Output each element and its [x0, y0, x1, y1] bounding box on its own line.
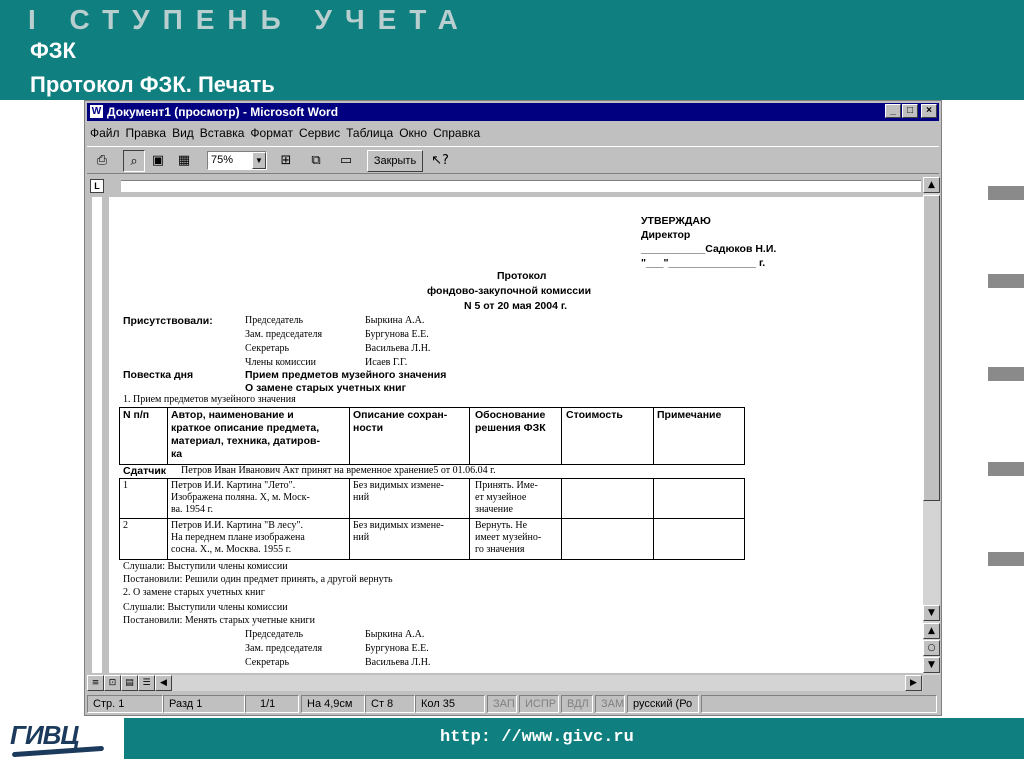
- table-header: ка: [171, 448, 183, 460]
- word-app-icon: W: [91, 106, 102, 117]
- member-name: Бургунова Е.Е.: [365, 329, 429, 340]
- doc-title: фондово-закупочной комиссии: [427, 285, 592, 297]
- status-page: Стр. 1: [87, 695, 163, 713]
- doc-title: Протокол: [497, 270, 547, 282]
- role: Секретарь: [245, 657, 290, 668]
- row-reason: Вернуть. Не: [475, 520, 528, 531]
- slide-heading: Протокол ФЗК. Печать: [30, 72, 275, 97]
- select-browse-object-icon[interactable]: ○: [923, 640, 940, 656]
- menu-format[interactable]: Формат: [250, 126, 294, 140]
- menu-edit[interactable]: Правка: [125, 126, 167, 140]
- member-name: Васильева Л.Н.: [365, 343, 431, 354]
- decor-bar: [988, 274, 1024, 288]
- slide-title: I СТУПЕНЬ УЧЕТА: [28, 4, 471, 35]
- status-empty: [701, 695, 937, 713]
- table-divider: [653, 478, 654, 560]
- ruler-strip: [121, 180, 921, 192]
- menu-window[interactable]: Окно: [399, 126, 428, 140]
- scroll-right-icon[interactable]: ▶: [905, 675, 922, 691]
- vertical-ruler[interactable]: [87, 197, 107, 673]
- status-line: Ст 8: [365, 695, 415, 713]
- table-divider: [561, 478, 562, 560]
- full-screen-icon[interactable]: ▭: [339, 153, 353, 168]
- multiple-pages-icon[interactable]: ▦: [177, 153, 191, 168]
- role: Зам. председателя: [245, 643, 323, 654]
- table-header: решения ФЗК: [475, 422, 546, 434]
- minimize-button[interactable]: _: [885, 104, 901, 118]
- context-help-icon[interactable]: ↖?: [431, 153, 449, 168]
- horizontal-ruler[interactable]: [87, 177, 923, 195]
- member-name: Бургунова Е.Е.: [365, 643, 429, 654]
- ruler-strip: [92, 197, 102, 673]
- normal-view-icon[interactable]: ≡: [87, 675, 104, 691]
- table-divider: [469, 478, 470, 560]
- section-heading: 1. Прием предметов музейного значения: [123, 394, 296, 405]
- role: Зам. председателя: [245, 329, 323, 340]
- agenda-label: Повестка дня: [123, 369, 194, 381]
- menu-tools[interactable]: Сервис: [299, 126, 341, 140]
- minutes-line: 2. О замене старых учетных книг: [123, 587, 265, 598]
- menu-table[interactable]: Таблица: [346, 126, 394, 140]
- row-state: Без видимых измене-: [353, 520, 444, 531]
- minutes-line: Слушали: Выступили члены комиссии: [123, 602, 288, 613]
- row-number: 2: [123, 520, 128, 531]
- scroll-down-icon[interactable]: ▼: [923, 605, 940, 621]
- sender-label: Сдатчик: [123, 465, 167, 477]
- present-label: Присутствовали:: [123, 315, 213, 327]
- decor-bar: [988, 462, 1024, 476]
- role: Члены комиссии: [245, 357, 316, 368]
- table-divider: [349, 407, 350, 465]
- minutes-line: Постановили: Менять старых учетные книги: [123, 615, 315, 626]
- table-header: Стоимость: [566, 409, 623, 421]
- member-name: Васильева Л.Н.: [365, 657, 431, 668]
- member-name: Быркина А.А.: [365, 315, 425, 326]
- preview-toolbar: [87, 146, 939, 174]
- row-reason: го значения: [475, 544, 525, 555]
- row-number: 1: [123, 480, 128, 491]
- print-layout-icon[interactable]: ▤: [121, 675, 138, 691]
- minutes-line: Слушали: Выступили члены комиссии: [123, 561, 288, 572]
- status-rec[interactable]: ЗАП: [487, 695, 517, 713]
- scroll-left-icon[interactable]: ◀: [155, 675, 172, 691]
- approve-line: "___"_______________ г.: [641, 257, 766, 269]
- table-header: Автор, наименование и: [171, 409, 294, 421]
- title-bar[interactable]: [87, 103, 939, 121]
- row-desc: Петров И.И. Картина "В лесу".: [171, 520, 303, 531]
- scroll-up-icon[interactable]: ▲: [923, 177, 940, 193]
- tab-stop-icon[interactable]: L: [90, 179, 104, 193]
- menu-help[interactable]: Справка: [433, 126, 481, 140]
- table-divider: [561, 407, 562, 465]
- table-divider: [167, 478, 168, 560]
- role: Председатель: [245, 315, 304, 326]
- slide-footer: [124, 718, 1024, 759]
- status-column: Кол 35: [415, 695, 485, 713]
- minutes-line: Постановили: Решили один предмет принять, а другой вернуть: [123, 574, 393, 585]
- row-desc: Петров И.И. Картина "Лето".: [171, 480, 296, 491]
- slide-header: [0, 0, 1024, 100]
- approve-line: Директор: [641, 229, 691, 241]
- maximize-button[interactable]: □: [902, 104, 918, 118]
- table-header: материал, техника, датиров-: [171, 435, 320, 447]
- agenda-item: О замене старых учетных книг: [245, 382, 406, 394]
- table-header: ности: [353, 422, 384, 434]
- doc-title: N 5 от 20 мая 2004 г.: [464, 300, 568, 312]
- print-icon[interactable]: ⎙: [96, 153, 108, 168]
- next-page-icon[interactable]: ▼: [923, 657, 940, 673]
- table-divider: [469, 407, 470, 465]
- status-language: русский (Ро: [627, 695, 699, 713]
- magnifier-icon[interactable]: ⌕: [123, 150, 145, 172]
- slide-subtitle: ФЗК: [30, 38, 76, 63]
- status-pages: 1/1: [245, 695, 299, 713]
- member-name: Исаев Г.Г.: [365, 357, 408, 368]
- chevron-down-icon[interactable]: ▼: [252, 152, 266, 169]
- table-divider: [349, 478, 350, 560]
- view-ruler-icon[interactable]: ⊞: [280, 153, 292, 168]
- decor-bar: [988, 552, 1024, 566]
- table-divider: [167, 407, 168, 465]
- decor-bar: [988, 367, 1024, 381]
- word-window: [84, 100, 942, 716]
- status-section: Разд 1: [163, 695, 245, 713]
- member-name: Быркина А.А.: [365, 629, 425, 640]
- outline-view-icon[interactable]: ☰: [138, 675, 155, 691]
- horizontal-scrollbar[interactable]: [87, 675, 923, 691]
- status-position: На 4,9см: [301, 695, 365, 713]
- web-layout-icon[interactable]: ⊡: [104, 675, 121, 691]
- one-page-icon[interactable]: ▣: [151, 153, 165, 168]
- table-divider: [119, 518, 745, 519]
- document-page[interactable]: [109, 197, 923, 673]
- vertical-scrollbar[interactable]: [923, 177, 940, 675]
- agenda-item: Прием предметов музейного значения: [245, 369, 447, 381]
- row-state: Без видимых измене-: [353, 480, 444, 491]
- row-state: ний: [353, 492, 370, 503]
- footer-url[interactable]: http: //www.givc.ru: [440, 728, 634, 747]
- menu-file[interactable]: Файл: [90, 126, 120, 140]
- close-window-button[interactable]: ×: [921, 104, 937, 118]
- menu-insert[interactable]: Вставка: [199, 126, 245, 140]
- row-state: ний: [353, 532, 370, 543]
- row-reason: ет музейное: [475, 492, 527, 503]
- previous-page-icon[interactable]: ▲: [923, 623, 940, 639]
- table-header: Обоснование: [475, 409, 546, 421]
- window-title: Документ1 (просмотр) - Microsoft Word: [107, 105, 339, 119]
- table-divider: [653, 407, 654, 465]
- approve-line: УТВЕРЖДАЮ: [641, 215, 711, 227]
- role: Секретарь: [245, 343, 290, 354]
- status-ovr[interactable]: ЗАМ: [595, 695, 625, 713]
- table-header: N п/п: [123, 409, 150, 421]
- menu-bar: [87, 123, 939, 143]
- menu-view[interactable]: Вид: [172, 126, 194, 140]
- sender-text: Петров Иван Иванович Акт принят на временное хранение5 от 01.06.04 г.: [181, 465, 496, 476]
- table-header: краткое описание предмета,: [171, 422, 320, 434]
- decor-bar: [988, 186, 1024, 200]
- row-reason: имеет музейно-: [475, 532, 542, 543]
- shrink-to-fit-icon[interactable]: ⧉: [311, 153, 321, 168]
- approve-line: ___________Садюков Н.И.: [641, 243, 777, 255]
- status-bar: [87, 695, 939, 713]
- table-header: Примечание: [657, 409, 722, 421]
- table-header: Описание сохран-: [353, 409, 448, 421]
- row-reason: значение: [475, 504, 513, 515]
- status-ext[interactable]: ВДЛ: [561, 695, 593, 713]
- row-desc: ва. 1954 г.: [171, 504, 214, 515]
- role: Председатель: [245, 629, 304, 640]
- row-reason: Принять. Име-: [475, 480, 538, 491]
- status-track[interactable]: ИСПР: [519, 695, 559, 713]
- row-desc: Изображена поляна. Х, м. Моск-: [171, 492, 310, 503]
- row-desc: На переднем плане изображена: [171, 532, 305, 543]
- zoom-select[interactable]: 75% ▼: [207, 151, 267, 170]
- row-desc: сосна. Х., м. Москва. 1955 г.: [171, 544, 292, 555]
- scroll-thumb[interactable]: [923, 195, 940, 501]
- close-preview-button[interactable]: Закрыть: [367, 150, 423, 172]
- givc-logo: ГИВЦ: [10, 720, 79, 750]
